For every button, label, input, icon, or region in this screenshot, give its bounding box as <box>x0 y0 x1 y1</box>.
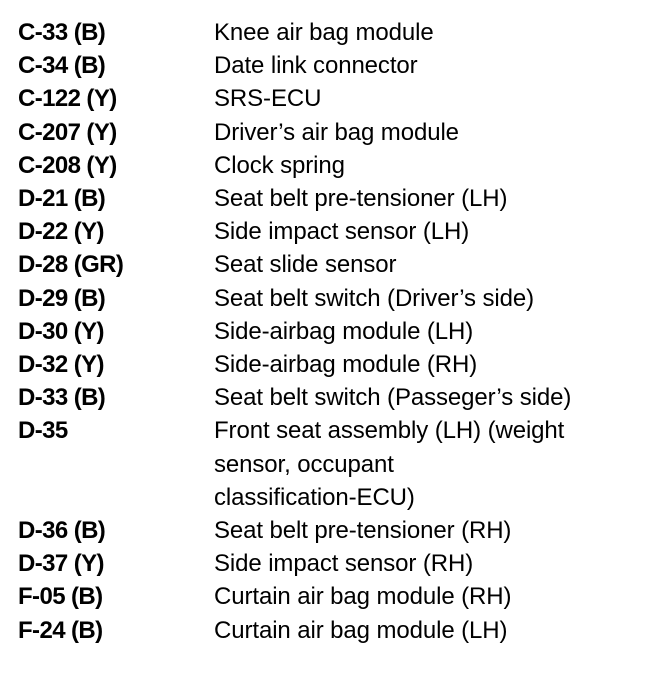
legend-row <box>18 514 658 547</box>
description-line: Seat belt switch (Driver’s side) <box>214 284 535 312</box>
description-line: Clock spring <box>214 151 345 179</box>
description-line: Side impact sensor (LH) <box>214 218 470 246</box>
legend-row <box>18 49 658 82</box>
component-description <box>214 149 658 182</box>
component-description <box>214 348 658 381</box>
component-description <box>214 614 658 647</box>
legend-row <box>18 381 658 414</box>
connector-code: D-35 <box>18 417 68 445</box>
connector-code: C-33 (B) <box>18 19 106 46</box>
component-description <box>214 315 658 348</box>
component-description <box>214 49 658 82</box>
connector-code: C-207 (Y) <box>18 118 117 146</box>
connector-code: C-34 (B) <box>18 52 106 80</box>
connector-code: D-21 (B) <box>18 185 106 213</box>
description-line: Seat slide sensor <box>214 251 397 279</box>
description-line: Curtain air bag module (RH) <box>214 583 512 611</box>
connector-code: D-29 (B) <box>18 284 106 312</box>
description-line: Date link connector <box>214 52 418 80</box>
component-description <box>214 248 658 281</box>
legend-row <box>18 116 658 149</box>
connector-code: C-122 (Y) <box>18 85 117 113</box>
component-description <box>214 547 658 580</box>
connector-code: F-24 (B) <box>18 616 103 644</box>
description-line: Side-airbag module (LH) <box>214 317 474 345</box>
legend-row <box>18 149 658 182</box>
component-description <box>214 580 658 613</box>
connector-code: C-208 (Y) <box>18 151 117 179</box>
legend-row <box>18 414 658 514</box>
legend-row <box>18 547 658 580</box>
connector-code: D-37 (Y) <box>18 550 104 578</box>
description-line: Side-airbag module (RH) <box>214 351 478 379</box>
component-description <box>214 282 658 315</box>
connector-code: D-30 (Y) <box>18 317 104 345</box>
connector-code: D-33 (B) <box>18 384 106 412</box>
description-line: Side impact sensor (RH) <box>214 550 474 578</box>
description-line: Seat belt switch (Passeger’s side) <box>214 384 572 412</box>
component-description <box>214 16 658 49</box>
component-description <box>214 82 658 115</box>
description-line: sensor, occupant <box>214 450 394 478</box>
legend-row <box>18 82 658 115</box>
component-description <box>214 116 658 149</box>
component-description <box>214 182 658 215</box>
legend-row <box>18 215 658 248</box>
description-line: Front seat assembly (LH) (weight <box>214 417 565 445</box>
description-line: Driver’s air bag module <box>214 118 459 146</box>
component-description <box>214 414 658 514</box>
legend-row <box>18 348 658 381</box>
description-line: SRS-ECU <box>214 85 322 113</box>
legend-row <box>18 580 658 613</box>
description-line: Knee air bag module <box>214 19 434 46</box>
connector-legend <box>18 16 658 647</box>
connector-code: D-22 (Y) <box>18 218 104 246</box>
description-line: Seat belt pre-tensioner (RH) <box>214 517 512 545</box>
connector-code: D-32 (Y) <box>18 351 104 379</box>
connector-code: D-36 (B) <box>18 517 106 545</box>
component-description <box>214 514 658 547</box>
description-line: Seat belt pre-tensioner (LH) <box>214 185 508 213</box>
component-description <box>214 215 658 248</box>
legend-row <box>18 315 658 348</box>
description-line: classification-ECU) <box>214 483 415 511</box>
legend-row <box>18 182 658 215</box>
legend-row <box>18 248 658 281</box>
legend-row <box>18 16 658 49</box>
component-description <box>214 381 658 414</box>
description-line: Curtain air bag module (LH) <box>214 616 508 644</box>
legend-row <box>18 614 658 647</box>
connector-code: F-05 (B) <box>18 583 103 611</box>
legend-row <box>18 282 658 315</box>
connector-code: D-28 (GR) <box>18 251 124 279</box>
